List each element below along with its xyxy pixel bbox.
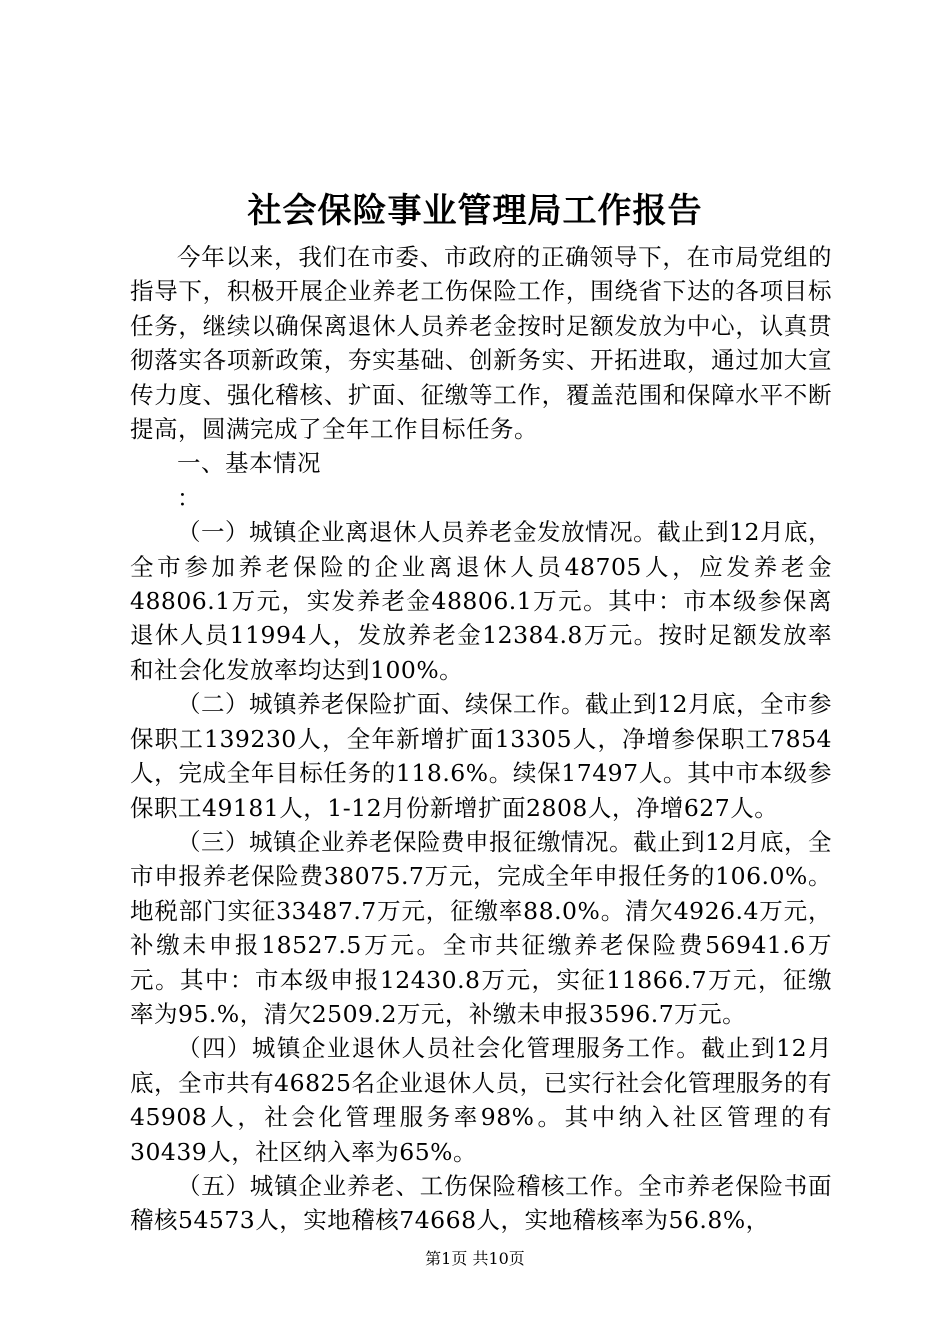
page-number-footer: 第1页 共10页 <box>425 1249 525 1268</box>
paragraph-intro: 今年以来，我们在市委、市政府的正确领导下，在市局党组的指导下，积极开展企业养老工伤保险工作，围绕省下达的各项目标任务，继续以确保离退休人员养老金按时足额发放为中心，认真贯彻落实各项新政策，夯实基础、创新务实、开拓进取，通过加大宣传力度、强化稽核、扩面、征缴等工作，覆盖范围和保障水平不断提高，圆满完成了全年工作目标任务。 <box>130 243 832 444</box>
document-body <box>130 240 832 1238</box>
paragraph-item-1: （一）城镇企业离退休人员养老金发放情况。截止到12月底，全市参加养老保险的企业离退休人员48705人，应发养老金48806.1万元，实发养老金48806.1万元。其中：市本级参保离退休人员11994人，发放养老金12384.8万元。按时足额发放率和社会化发放率均达到100%。 <box>130 518 832 684</box>
paragraph-item-2: （二）城镇养老保险扩面、续保工作。截止到12月底，全市参保职工139230人，全年新增扩面13305人，净增参保职工7854人，完成全年目标任务的118.6%。续保17497人。其中市本级参保职工49181人，1-12月份新增扩面2808人，净增627人。 <box>130 690 832 822</box>
paragraph-item-5: （五）城镇企业养老、工伤保险稽核工作。全市养老保险书面稽核54573人，实地稽核74668人，实地稽核率为56.8%， <box>130 1171 832 1235</box>
document-title: 社会保险事业管理局工作报告 <box>247 191 703 231</box>
paragraph-item-4: （四）城镇企业退休人员社会化管理服务工作。截止到12月底，全市共有46825名企业退休人员，已实行社会化管理服务的有45908人，社会化管理服务率98%。其中纳入社区管理的有30439人，社区纳入率为65%。 <box>130 1034 832 1166</box>
section-heading-basic: 一、基本情况 <box>177 449 321 478</box>
paragraph-item-3: （三）城镇企业养老保险费申报征缴情况。截止到12月底，全市申报养老保险费38075.7万元，完成全年申报任务的106.0%。地税部门实征33487.7万元，征缴率88.0%。清欠4926.4万元，补缴未申报18527.5万元。全市共征缴养老保险费56941.6万元。其中：市本级申报12430.8万元，实征11866.7万元，征缴率为95.%，清欠2509.2万元，补缴未申报3596.7万元。 <box>130 827 832 1028</box>
stray-colon: ： <box>177 483 201 512</box>
